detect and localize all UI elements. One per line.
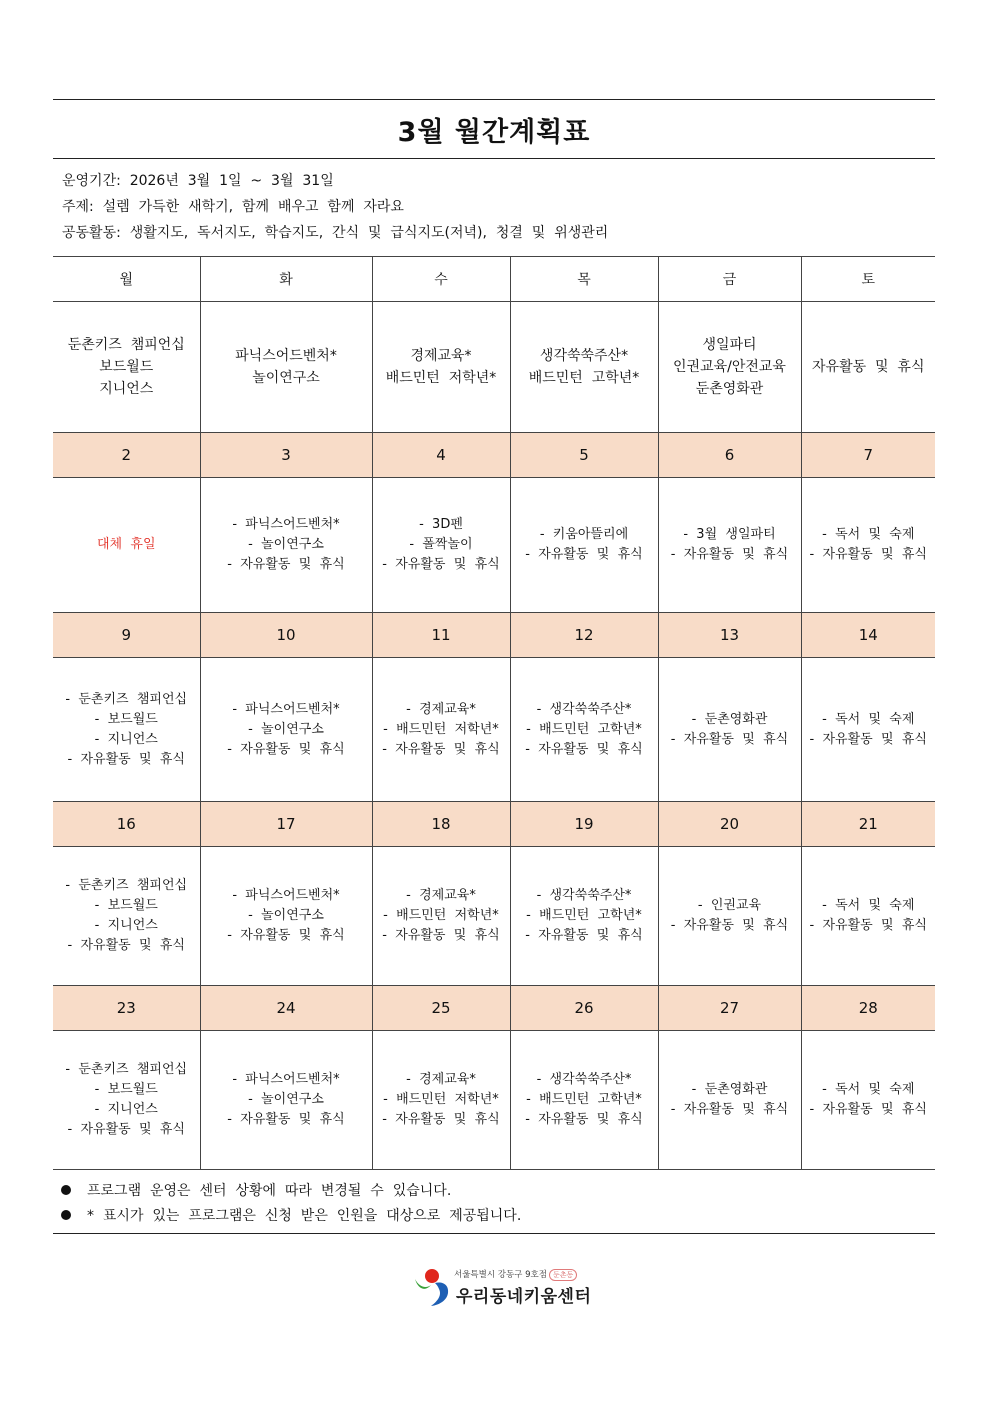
date-cell: 2 (53, 433, 200, 478)
cell-line: - 배드민턴 고학년* (526, 908, 642, 923)
cell-line: - 생각쑥쑥주산* (536, 1072, 632, 1087)
cell-line: - 배드민턴 저학년* (383, 721, 499, 737)
cell-line: - 독서 및 숙제 (822, 898, 915, 913)
date-cell: 28 (801, 986, 935, 1031)
cell-line: - 자유활동 및 휴식 (227, 928, 345, 943)
cell-line: 파닉스어드벤처* (235, 348, 337, 364)
activity-cell (510, 658, 658, 802)
cell-line: - 지니언스 (94, 1102, 158, 1117)
cell-line: - 자유활동 및 휴식 (525, 928, 643, 943)
cell-line: 대체 휴일 (97, 537, 156, 552)
weekly-program-row (53, 302, 935, 433)
cell-line: - 자유활동 및 휴식 (809, 1102, 927, 1117)
cell-line: 배드민턴 저학년* (385, 370, 497, 386)
cell-line: - 보드월드 (94, 1082, 158, 1097)
date-row (53, 802, 935, 847)
cell-line: - 자유활동 및 휴식 (525, 547, 643, 562)
cell-line: - 독서 및 숙제 (822, 711, 915, 727)
cell-line: - 자유활동 및 휴식 (227, 1112, 345, 1127)
weekday-header: 화 (200, 257, 372, 302)
cell-line: - 폴짝놀이 (409, 537, 473, 552)
cell-line: - 지니언스 (94, 731, 158, 747)
weekday-header-row (53, 257, 935, 302)
center-logo-icon (412, 1265, 452, 1307)
weekday-header: 목 (510, 257, 658, 302)
cell-line: 배드민턴 고학년* (528, 370, 640, 386)
activity-cell (200, 658, 372, 802)
cell-line: - 자유활동 및 휴식 (670, 1102, 789, 1117)
activity-cell (200, 1031, 372, 1170)
operation-period: 운영기간: 2026년 3월 1일 ~ 3월 31일 (62, 173, 334, 189)
cell-line: 둔촌키즈 챔피언십 (67, 337, 185, 353)
activity-cell (510, 1031, 658, 1170)
date-cell: 12 (510, 613, 658, 658)
date-cell: 16 (53, 802, 200, 847)
monthly-calendar-table (53, 256, 935, 1170)
cell-line: - 경제교육* (406, 888, 476, 903)
date-cell: 5 (510, 433, 658, 478)
weekly-program-cell (801, 302, 935, 433)
cell-line: - 보드월드 (94, 898, 158, 913)
cell-line: - 자유활동 및 휴식 (670, 547, 789, 562)
activity-row (53, 847, 935, 986)
activity-cell (200, 478, 372, 613)
cell-line: - 놀이연구소 (248, 1092, 324, 1107)
activity-cell (801, 847, 935, 986)
cell-line: - 보드월드 (94, 711, 158, 727)
cell-line: - 3월 생일파티 (683, 527, 776, 542)
weekly-program-cell (658, 302, 801, 433)
monthly-theme: 주제: 설렘 가득한 새학기, 함께 배우고 함께 자라요 (62, 199, 404, 215)
activity-cell (801, 478, 935, 613)
cell-line: 지니언스 (99, 381, 154, 397)
date-cell: 4 (372, 433, 510, 478)
logo-badge: 둔촌동 (549, 1269, 577, 1281)
activity-cell (53, 1031, 200, 1170)
cell-line: - 3D펜 (419, 517, 463, 532)
activity-cell (53, 847, 200, 986)
cell-line: - 생각쑥쑥주산* (536, 701, 632, 717)
cell-line: - 자유활동 및 휴식 (67, 938, 185, 953)
activity-cell (200, 847, 372, 986)
cell-line: - 파닉스어드벤처* (232, 701, 340, 717)
note-item (53, 1202, 935, 1227)
date-cell: 23 (53, 986, 200, 1031)
common-activities: 공동활동: 생활지도, 독서지도, 학습지도, 간식 및 급식지도(저녁), 청결 및 위생관리 (62, 225, 609, 241)
cell-line: - 지니언스 (94, 918, 158, 933)
cell-line: 인권교육/안전교육 (673, 359, 786, 375)
date-cell: 9 (53, 613, 200, 658)
activity-row (53, 1031, 935, 1170)
weekday-header: 토 (801, 257, 935, 302)
cell-line: - 배드민턴 고학년* (526, 721, 642, 737)
cell-line: - 자유활동 및 휴식 (382, 557, 500, 572)
cell-line: - 둔촌영화관 (691, 711, 768, 727)
cell-line: - 파닉스어드벤처* (232, 888, 340, 903)
cell-line: 둔촌영화관 (695, 381, 764, 397)
center-logo (412, 1265, 612, 1307)
cell-line: - 둔촌키즈 챔피언십 (65, 691, 188, 707)
activity-cell (658, 1031, 801, 1170)
date-row (53, 433, 935, 478)
logo-subtitle (454, 1268, 577, 1281)
weekday-header: 수 (372, 257, 510, 302)
plan-info (62, 168, 608, 246)
cell-line: - 키움아뜰리에 (539, 527, 629, 542)
date-row (53, 986, 935, 1031)
note-item (53, 1177, 935, 1202)
activity-cell (372, 1031, 510, 1170)
date-cell: 10 (200, 613, 372, 658)
activity-cell (372, 658, 510, 802)
cell-line: - 둔촌키즈 챔피언십 (65, 1062, 188, 1077)
cell-line: - 자유활동 및 휴식 (809, 731, 927, 747)
cell-line: 생일파티 (702, 337, 757, 353)
cell-line: - 놀이연구소 (248, 908, 324, 923)
cell-line: - 인권교육 (697, 898, 762, 913)
cell-line: - 배드민턴 저학년* (383, 1092, 499, 1107)
activity-row (53, 658, 935, 802)
holiday-cell (53, 478, 200, 613)
cell-line: 경제교육* (410, 348, 472, 364)
activity-cell (53, 658, 200, 802)
cell-line: 보드월드 (99, 359, 154, 375)
date-cell: 18 (372, 802, 510, 847)
cell-line: - 자유활동 및 휴식 (67, 751, 185, 767)
cell-line: - 자유활동 및 휴식 (525, 1112, 643, 1127)
date-cell: 27 (658, 986, 801, 1031)
date-cell: 19 (510, 802, 658, 847)
cell-line: - 독서 및 숙제 (822, 527, 915, 542)
date-cell: 20 (658, 802, 801, 847)
date-row (53, 613, 935, 658)
cell-line: - 둔촌키즈 챔피언십 (65, 878, 188, 893)
weekday-header: 금 (658, 257, 801, 302)
cell-line: - 파닉스어드벤처* (232, 1072, 340, 1087)
cell-line: - 자유활동 및 휴식 (227, 557, 345, 572)
cell-line: - 경제교육* (406, 701, 476, 717)
title-bar (53, 99, 935, 159)
cell-line: 자유활동 및 휴식 (812, 359, 925, 375)
page-title: 3월 월간계획표 (397, 116, 591, 148)
activity-cell (801, 1031, 935, 1170)
cell-line: - 자유활동 및 휴식 (382, 928, 500, 943)
cell-line: 생각쑥쑥주산* (539, 348, 629, 364)
note-text: * 표시가 있는 프로그램은 신청 받은 인원을 대상으로 제공됩니다. (87, 1207, 522, 1224)
activity-cell (801, 658, 935, 802)
cell-line: - 놀이연구소 (248, 721, 324, 737)
weekly-program-cell (372, 302, 510, 433)
bullet-icon (61, 1185, 71, 1195)
activity-cell (658, 847, 801, 986)
cell-line: - 자유활동 및 휴식 (67, 1122, 185, 1137)
cell-line: - 배드민턴 저학년* (383, 908, 499, 923)
cell-line: - 자유활동 및 휴식 (809, 547, 927, 562)
logo-name: 우리동네키움센터 (456, 1287, 592, 1307)
cell-line: - 파닉스어드벤처* (232, 517, 340, 532)
weekly-program-cell (200, 302, 372, 433)
bullet-icon (61, 1210, 71, 1220)
cell-line: - 둔촌영화관 (691, 1082, 768, 1097)
cell-line: - 독서 및 숙제 (822, 1082, 915, 1097)
activity-row (53, 478, 935, 613)
cell-line: 놀이연구소 (252, 370, 320, 386)
activity-cell (658, 478, 801, 613)
date-cell: 21 (801, 802, 935, 847)
date-cell: 24 (200, 986, 372, 1031)
date-cell: 11 (372, 613, 510, 658)
activity-cell (658, 658, 801, 802)
cell-line: - 배드민턴 고학년* (526, 1092, 642, 1107)
weekly-program-cell (53, 302, 200, 433)
activity-cell (372, 847, 510, 986)
activity-cell (510, 478, 658, 613)
cell-line: - 자유활동 및 휴식 (809, 918, 927, 933)
date-cell: 7 (801, 433, 935, 478)
activity-cell (510, 847, 658, 986)
note-text: 프로그램 운영은 센터 상황에 따라 변경될 수 있습니다. (87, 1182, 452, 1199)
date-cell: 13 (658, 613, 801, 658)
cell-line: - 자유활동 및 휴식 (227, 741, 345, 757)
weekly-program-cell (510, 302, 658, 433)
date-cell: 25 (372, 986, 510, 1031)
notes (53, 1173, 935, 1234)
date-cell: 3 (200, 433, 372, 478)
cell-line: - 생각쑥쑥주산* (536, 888, 632, 903)
date-cell: 17 (200, 802, 372, 847)
logo-top-text: 서울특별시 강동구 9호점 (454, 1270, 547, 1280)
cell-line: - 경제교육* (406, 1072, 476, 1087)
date-cell: 6 (658, 433, 801, 478)
activity-cell (372, 478, 510, 613)
cell-line: - 놀이연구소 (248, 537, 324, 552)
cell-line: - 자유활동 및 휴식 (670, 731, 789, 747)
date-cell: 26 (510, 986, 658, 1031)
date-cell: 14 (801, 613, 935, 658)
cell-line: - 자유활동 및 휴식 (382, 741, 500, 757)
cell-line: - 자유활동 및 휴식 (382, 1112, 500, 1127)
cell-line: - 자유활동 및 휴식 (525, 741, 643, 757)
weekday-header: 월 (53, 257, 200, 302)
cell-line: - 자유활동 및 휴식 (670, 918, 789, 933)
